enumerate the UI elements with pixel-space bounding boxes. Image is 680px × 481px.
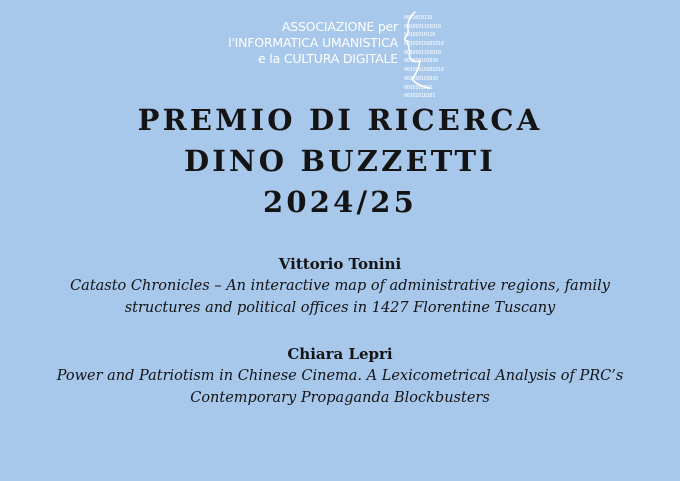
prize-title [0, 100, 680, 223]
title-line-1: PREMIO DI RICERCA [137, 103, 543, 137]
winner-name: Chiara Lepri [287, 345, 393, 363]
logo-wordmark [228, 19, 398, 67]
winner-project-title [0, 365, 680, 409]
binary-code-pattern [404, 14, 444, 101]
binary-row: 0001010110 [404, 15, 433, 21]
winner-entry [0, 343, 680, 409]
aiucd-logo [0, 10, 680, 100]
binary-row: 00101010101010 [404, 41, 444, 48]
logo-line-3: e la CULTURA DIGITALE [258, 51, 398, 66]
binary-row: 0010101101010 [404, 23, 441, 30]
title-line-3: 2024/25 [262, 185, 418, 219]
binary-row: 00101010110 [404, 32, 436, 39]
binary-row: 001010101010 [404, 75, 438, 82]
binary-row: 00101010101 [404, 93, 436, 100]
winner-entry [0, 253, 680, 319]
binary-row: 00101010101010 [404, 67, 444, 74]
project-title-line: Catasto Chronicles – An interactive map of administrative regions, family [70, 278, 610, 294]
logo-line-2: l'INFORMATICA UMANISTICA [228, 35, 398, 50]
logo-line-1: ASSOCIAZIONE per [281, 19, 398, 34]
binary-row: 0010101101010 [404, 49, 441, 56]
title-line-2: DINO BUZZETTI [183, 144, 497, 178]
project-title-line: Power and Patriotism in Chinese Cinema. A Lexicometrical Analysis of PRC’s [56, 368, 624, 384]
project-title-line: structures and political offices in 1427 Florentine Tuscany [124, 300, 556, 316]
project-title-line: Contemporary Propaganda Blockbusters [190, 390, 490, 406]
winner-name: Vittorio Tonini [278, 255, 402, 273]
binary-row: 001010101010 [404, 58, 438, 65]
winner-project-title [0, 275, 680, 319]
binary-row: 0010101011 [404, 84, 433, 91]
